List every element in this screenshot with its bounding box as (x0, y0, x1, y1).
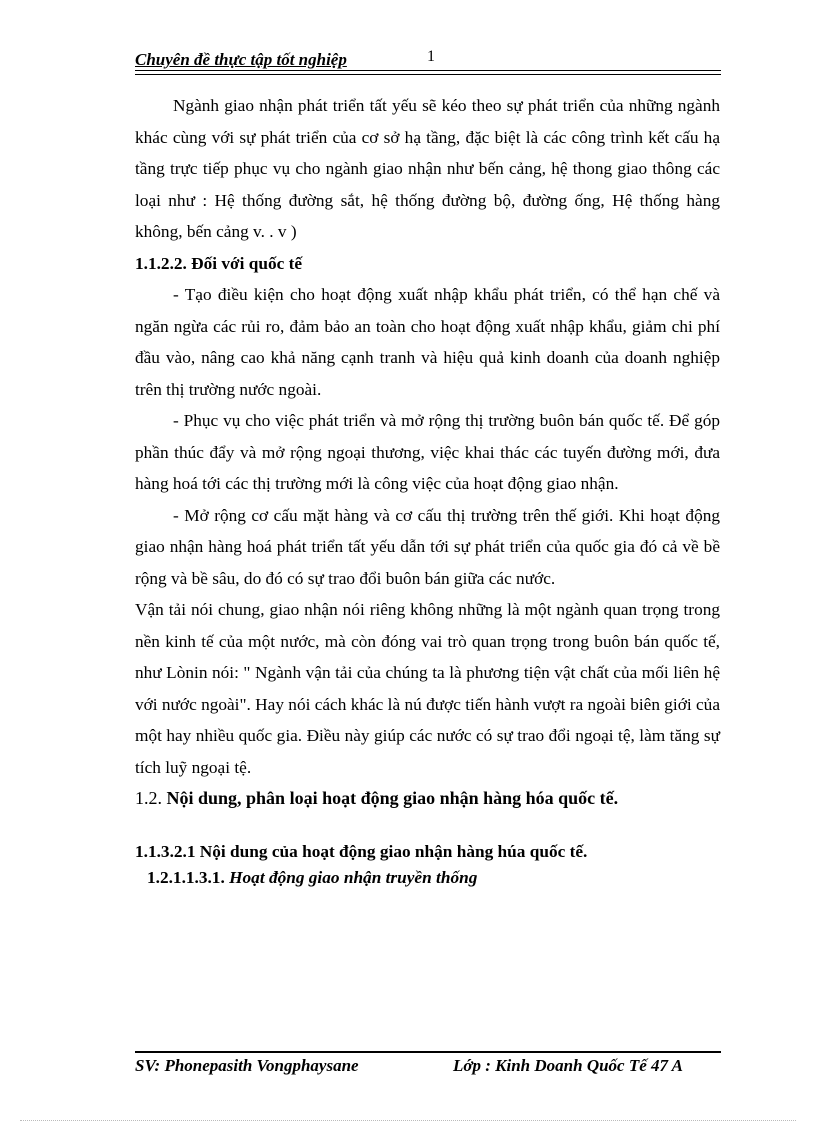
section-heading-content (135, 783, 720, 815)
subsubsection-heading (135, 865, 720, 891)
paragraph-bullet-structure: - Mở rộng cơ cấu mặt hàng và cơ cấu thị trường trên thế giới. Khi hoạt động giao nhận hàng hoá phát triển tất yếu dẫn tới sự phát triển của quốc gia đó cả về bề rộng và bề sâu, do đó có sự trao đổi buôn bán giữa các nước. (135, 505, 720, 588)
paragraph-bullet-market: - Phục vụ cho việc phát triển và mở rộng thị trường buôn bán quốc tế. Để góp phần thúc đẩy và mở rộng ngoại thương, việc khai thác các tuyến đường mới, đưa hàng hoá tới các thị trường mới là công việc của hoạt động giao nhận. (135, 411, 720, 493)
page-footer (135, 1056, 721, 1078)
paragraph-transport: Vận tải nói chung, giao nhận nói riêng không những là một ngành quan trọng trong nền kinh tế của một nước, mà còn đóng vai trò quan trọng trong buôn bán quốc tế, như Lònin nói: " Ngành vận tải của chúng ta là phương tiện vật chất của mối liên hệ với nước ngoài". Hay nói cách khác là nú được tiến hành vượt ra ngoài biên giới của một hay nhiều quốc gia. Điều này giúp các nước có sự trao đổi ngoại tệ, làm tăng sự tích luỹ ngoại tệ. (135, 600, 720, 777)
subsubsection-number: 1.2.1.1.3.1. (147, 867, 225, 887)
section-title: Nội dung, phân loại hoạt động giao nhận hàng hóa quốc tế. (166, 788, 619, 808)
class-name: Lớp : Kinh Doanh Quốc Tế 47 A (453, 1056, 683, 1075)
document-title: Chuyên đề thực tập tốt nghiệp (135, 50, 347, 69)
document-body (135, 90, 720, 891)
section-heading-international: 1.1.2.2. Đối với quốc tế (135, 253, 303, 273)
header-rule (135, 70, 721, 71)
paragraph-bullet-export: - Tạo điều kiện cho hoạt động xuất nhập khẩu phát triển, có thể hạn chế và ngăn ngừa các rủi ro, đảm bảo an toàn cho hoạt động xuất nhập khẩu, giảm chi phí đầu vào, nâng cao khả năng cạnh tranh và hiệu quả kinh doanh của doanh nghiệp trên thị trường nước ngoài. (135, 285, 720, 399)
subsection-heading: 1.1.3.2.1 Nội dung của hoạt động giao nhận hàng húa quốc tế. (135, 841, 588, 861)
student-name: SV: Phonepasith Vongphaysane (135, 1056, 359, 1075)
page-number: 1 (427, 48, 435, 65)
header-rule-thin (135, 74, 721, 75)
section-number: 1.2. (135, 788, 162, 808)
page-bottom-dotted-line (20, 1120, 796, 1121)
page-header (135, 48, 721, 70)
footer-rule (135, 1051, 721, 1053)
subsubsection-title: Hoạt động giao nhận truyền thống (229, 867, 478, 887)
paragraph-infrastructure: Ngành giao nhận phát triển tất yếu sẽ kéo theo sự phát triển của những ngành khác cùng với sự phát triển của cơ sở hạ tầng, đặc biệt là các công trình kết cấu hạ tầng trực tiếp phục vụ cho ngành giao nhận như bến cảng, hệ thong giao thông các loại như : Hệ thống đường sắt, hệ thống đường bộ, đường ống, Hệ thống hàng không, bến cảng v. . v ) (135, 96, 720, 241)
